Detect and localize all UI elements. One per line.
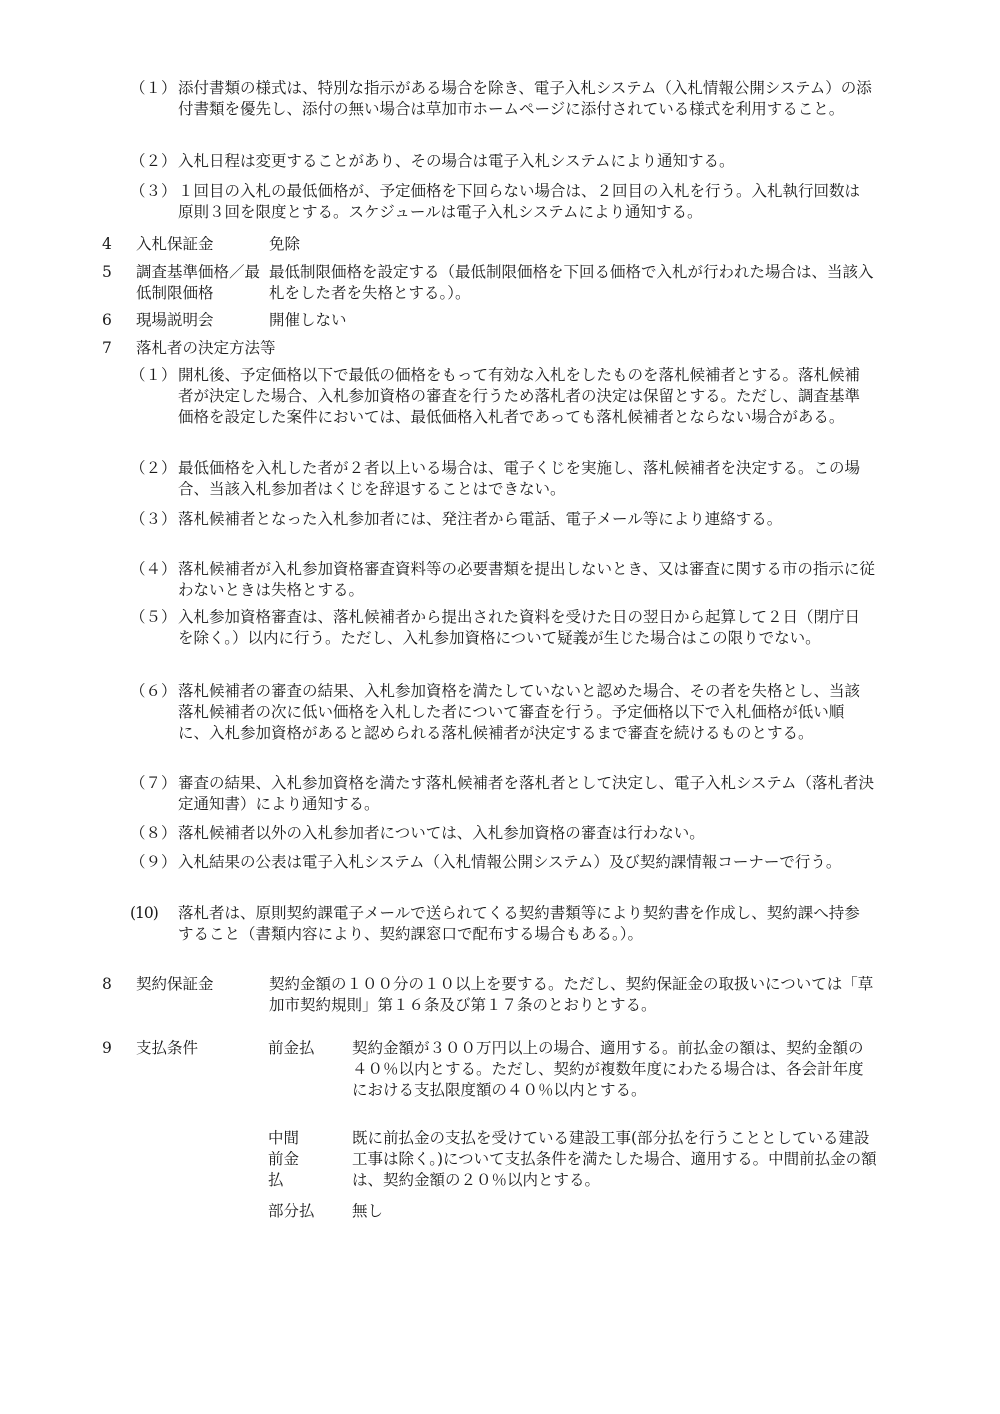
item-text: 添付書類の様式は、特別な指示がある場合を除き、電子入札システム（入札情報公開システム）の添付書類を優先し、添付の無い場合は草加市ホームページに添付されている様式を利用すること。	[178, 79, 872, 118]
list-item	[130, 78, 875, 120]
payment-partial	[268, 1201, 878, 1222]
item-text: 落札候補者が入札参加資格審査資料等の必要書類を提出しないとき、又は審査に関する市の指示に従わないときは失格とする。	[178, 560, 875, 599]
section-number: 5	[102, 263, 112, 281]
item-text: 落札者は、原則契約課電子メールで送られてくる契約書類等により契約書を作成し、契約課へ持参すること（書類内容により、契約課窓口で配布する場合もある。）。	[178, 904, 860, 943]
payment-label: 中間前金払	[268, 1129, 300, 1189]
payment-text: 契約金額が３００万円以上の場合、適用する。前払金の額は、契約金額の４０％以内とする。ただし、契約が複数年度にわたる場合は、各会計年度における支払限度額の４０％以内とする。	[352, 1039, 864, 1099]
section-number: 6	[102, 311, 112, 329]
list-item	[130, 151, 875, 172]
list-item	[130, 559, 875, 601]
item-text: 入札日程は変更することがあり、その場合は電子入札システムにより通知する。	[178, 152, 735, 170]
item-text: 落札候補者の審査の結果、入札参加資格を満たしていないと認めた場合、その者を失格とし、当該落札候補者の次に低い価格を入札した者について審査を行う。予定価格以下で入札価格が低い順に、入札参加資格があると認められる落札候補者が決定するまで審査を続けるものとする。	[178, 682, 861, 742]
list-item	[130, 903, 875, 945]
item-text: 開札後、予定価格以下で最低の価格をもって有効な入札をしたものを落札候補者とする。落札候補者が決定した場合、入札参加資格の審査を行うため落札者の決定は保留とする。ただし、調査基準価格を設定した案件においては、最低価格入札者であっても落札候補者とならない場合がある。	[178, 366, 861, 426]
section-number: 7	[102, 339, 112, 357]
item-text: 最低価格を入札した者が２者以上いる場合は、電子くじを実施し、落札候補者を決定する。この場合、当該入札参加者はくじを辞退することはできない。	[178, 459, 861, 498]
list-item	[130, 823, 875, 844]
item-number: （１）	[130, 366, 177, 384]
item-number: （５）	[130, 608, 177, 626]
payment-label: 部分払	[268, 1202, 315, 1220]
section-label: 現場説明会	[136, 311, 214, 329]
section-label: 支払条件	[136, 1039, 199, 1057]
list-item	[130, 607, 875, 649]
list-item	[130, 365, 875, 428]
section-number: 8	[102, 975, 112, 993]
section-price-limit	[102, 262, 877, 304]
section-label: 落札者の決定方法等	[136, 339, 276, 357]
item-text: 審査の結果、入札参加資格を満たす落札候補者を落札者として決定し、電子入札システム（落札者決定通知書）により通知する。	[178, 774, 874, 813]
payment-label: 前金払	[268, 1039, 315, 1057]
section-number: 9	[102, 1039, 112, 1057]
section-label: 入札保証金	[136, 235, 214, 253]
section-value: 最低制限価格を設定する（最低制限価格を下回る価格で入札が行われた場合は、当該入札をした者を失格とする。）。	[269, 263, 874, 302]
section-value: 契約金額の１００分の１０以上を要する。ただし、契約保証金の取扱いについては「草加市契約規則」第１６条及び第１７条のとおりとする。	[269, 975, 874, 1014]
list-item	[130, 852, 875, 873]
item-text: １回目の入札の最低価格が、予定価格を下回らない場合は、２回目の入札を行う。入札執行回数は原則３回を限度とする。スケジュールは電子入札システムにより通知する。	[178, 182, 861, 221]
section-number: 4	[102, 235, 112, 253]
item-number: （７）	[130, 774, 177, 792]
section-value: 開催しない	[269, 311, 347, 329]
payment-advance	[268, 1038, 878, 1101]
item-number: （８）	[130, 824, 177, 842]
item-number: （２）	[130, 152, 177, 170]
payment-interim-advance	[268, 1128, 878, 1191]
item-text: 落札候補者以外の入札参加者については、入札参加資格の審査は行わない。	[178, 824, 705, 842]
item-number: （３）	[130, 510, 177, 528]
item-number: （２）	[130, 459, 177, 477]
section-label: 契約保証金	[136, 975, 214, 993]
item-number: （６）	[130, 682, 177, 700]
list-item	[130, 458, 875, 500]
item-number: (10)	[130, 904, 158, 922]
section-value: 免除	[269, 235, 301, 253]
item-number: （４）	[130, 560, 177, 578]
item-number: （９）	[130, 853, 177, 871]
payment-text: 既に前払金の支払を受けている建設工事(部分払を行うこととしている建設工事は除く。)について支払条件を満たした場合、適用する。中間前払金の額は、契約金額の２０％以内とする。	[352, 1129, 877, 1189]
section-site-briefing	[102, 310, 877, 331]
item-text: 入札参加資格審査は、落札候補者から提出された資料を受けた日の翌日から起算して２日（閉庁日を除く。）以内に行う。ただし、入札参加資格について疑義が生じた場合はこの限りでない。	[178, 608, 861, 647]
item-text: 落札候補者となった入札参加者には、発注者から電話、電子メール等により連絡する。	[178, 510, 783, 528]
list-item	[130, 509, 875, 530]
section-label: 調査基準価格／最低制限価格	[136, 263, 261, 302]
list-item	[130, 681, 875, 744]
item-number: （１）	[130, 79, 177, 97]
item-number: （３）	[130, 182, 177, 200]
list-item	[130, 773, 875, 815]
section-award-method	[102, 338, 877, 359]
item-text: 入札結果の公表は電子入札システム（入札情報公開システム）及び契約課情報コーナーで行う。	[178, 853, 842, 871]
list-item	[130, 181, 875, 223]
section-contract-bond	[102, 974, 877, 1016]
section-bid-bond	[102, 234, 877, 255]
payment-text: 無し	[352, 1202, 384, 1220]
